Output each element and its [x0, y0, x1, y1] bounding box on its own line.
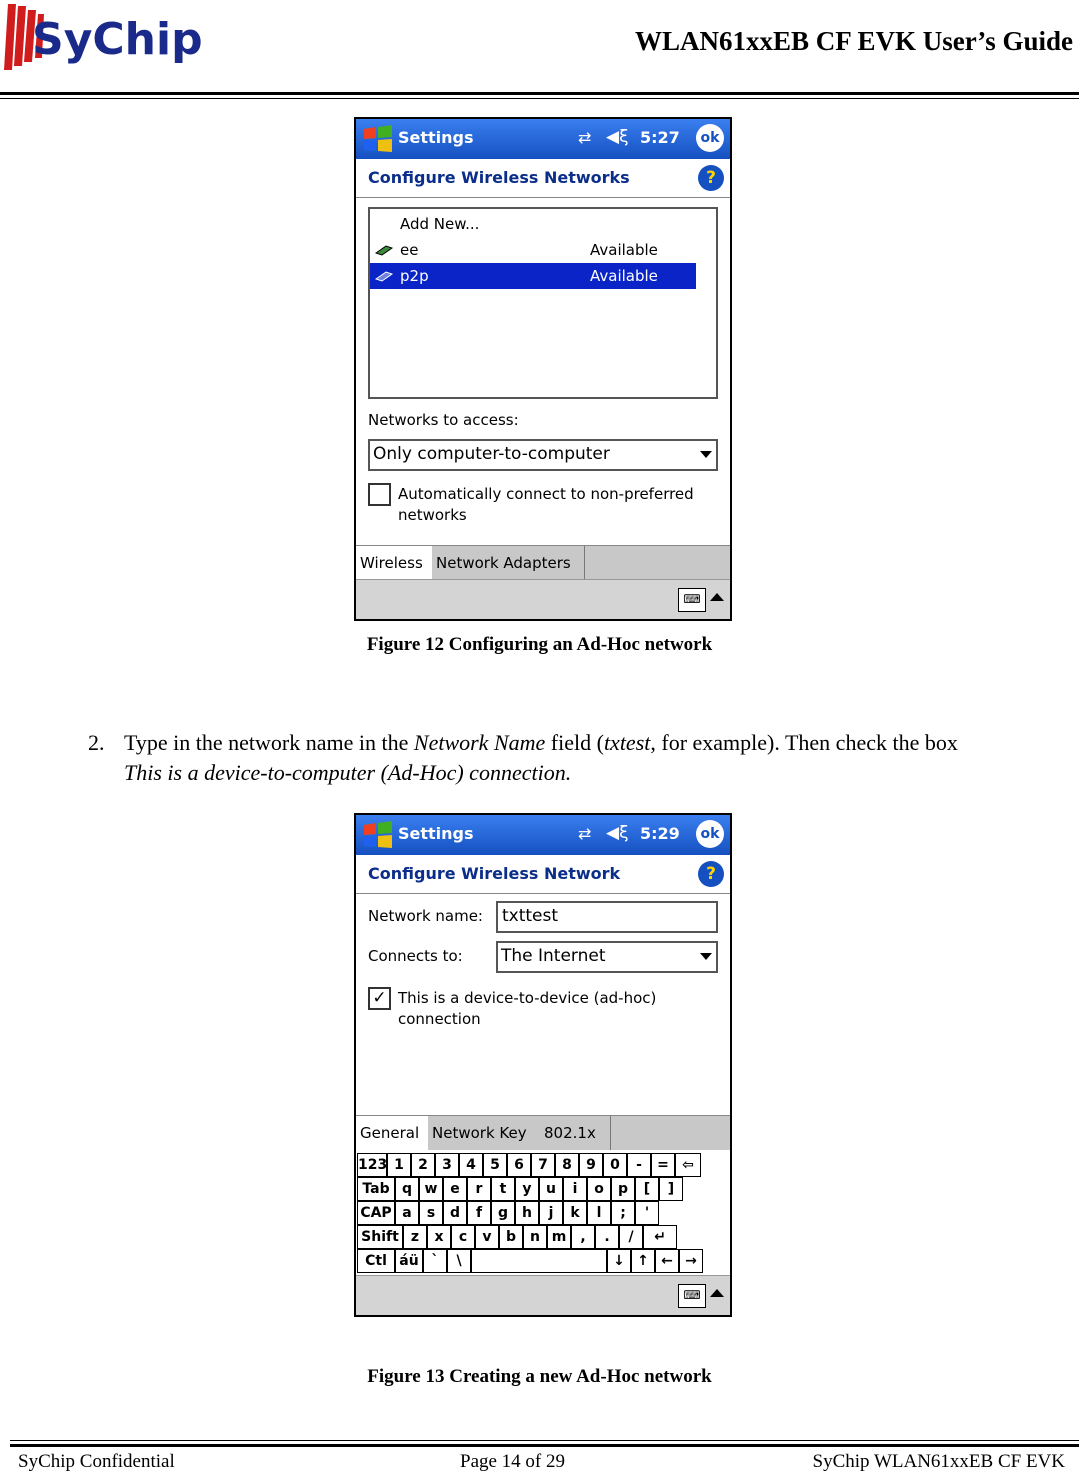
keyboard-key[interactable]: 5 — [483, 1153, 507, 1177]
connects-to-label: Connects to: — [368, 947, 463, 965]
keyboard-key[interactable]: v — [475, 1225, 499, 1249]
keyboard-key[interactable]: 9 — [579, 1153, 603, 1177]
footer-rule — [10, 1444, 1079, 1447]
keyboard-key[interactable]: r — [467, 1177, 491, 1201]
keyboard-key[interactable]: e — [443, 1177, 467, 1201]
keyboard-key[interactable]: 123 — [357, 1153, 387, 1177]
networks-dropdown[interactable]: Only computer-to-computer — [368, 439, 718, 471]
network-name-label: Network name: — [368, 907, 483, 925]
list-item-selected[interactable]: p2p Available — [370, 263, 696, 289]
svg-text:SyChip: SyChip — [32, 14, 203, 65]
chevron-up-icon[interactable] — [710, 593, 724, 601]
keyboard-key[interactable]: k — [563, 1201, 587, 1225]
figure13-screenshot — [354, 813, 732, 1317]
keyboard-key[interactable]: ← — [655, 1249, 679, 1273]
chevron-down-icon — [700, 451, 712, 458]
keyboard-key[interactable]: 3 — [435, 1153, 459, 1177]
network-list[interactable] — [368, 207, 718, 399]
keyboard-key[interactable]: . — [595, 1225, 619, 1249]
title-bar — [356, 815, 730, 855]
keyboard-row — [356, 1225, 730, 1249]
keyboard-key[interactable]: Ctl — [357, 1249, 395, 1273]
keyboard-row — [356, 1177, 730, 1201]
keyboard-key[interactable]: f — [467, 1201, 491, 1225]
network-card-icon — [374, 269, 394, 283]
keyboard-key[interactable]: ⇦ — [675, 1153, 701, 1177]
footer-left: SyChip Confidential — [18, 1451, 175, 1472]
keyboard-key[interactable]: 8 — [555, 1153, 579, 1177]
keyboard-key[interactable]: → — [679, 1249, 703, 1273]
header-rule-thin — [0, 98, 1079, 99]
keyboard-key[interactable]: p — [611, 1177, 635, 1201]
keyboard-key[interactable]: l — [587, 1201, 611, 1225]
connectivity-icon[interactable]: ⇄ — [578, 824, 592, 843]
help-icon[interactable]: ? — [698, 861, 724, 887]
keyboard-key[interactable]: s — [419, 1201, 443, 1225]
title-bar — [356, 119, 730, 159]
keyboard-key[interactable]: \ — [447, 1249, 471, 1273]
keyboard-key[interactable]: j — [539, 1201, 563, 1225]
keyboard-key[interactable]: = — [651, 1153, 675, 1177]
list-item[interactable]: ee Available — [370, 237, 696, 263]
keyboard-key[interactable]: ↵ — [643, 1225, 677, 1249]
keyboard-key[interactable]: 4 — [459, 1153, 483, 1177]
keyboard-key[interactable]: o — [587, 1177, 611, 1201]
keyboard-key[interactable]: , — [571, 1225, 595, 1249]
keyboard-key[interactable]: ↓ — [607, 1249, 631, 1273]
keyboard-key[interactable]: t — [491, 1177, 515, 1201]
keyboard-key[interactable]: n — [523, 1225, 547, 1249]
page-title: Configure Wireless Network — [368, 864, 621, 883]
tab-8021x[interactable]: 802.1x — [540, 1116, 611, 1150]
ok-button[interactable]: ok — [696, 820, 724, 848]
keyboard-key[interactable]: y — [515, 1177, 539, 1201]
keyboard-key[interactable]: Tab — [357, 1177, 395, 1201]
app-title: Settings — [398, 128, 474, 147]
header-rule — [0, 92, 1079, 95]
windows-start-icon[interactable] — [360, 819, 396, 851]
tab-network-adapters[interactable]: Network Adapters — [432, 546, 585, 580]
keyboard-key[interactable]: q — [395, 1177, 419, 1201]
chevron-down-icon — [700, 953, 712, 960]
chevron-up-icon[interactable] — [710, 1289, 724, 1297]
auto-connect-label-2: networks — [398, 506, 467, 524]
page-title: Configure Wireless Networks — [368, 168, 630, 187]
step-text: Type in the network name in the Network Name field (txtest, for example). Then check the box This is a device-to-computer (Ad-Hoc) connection. — [124, 730, 958, 785]
command-bar — [356, 1275, 730, 1316]
footer-right: SyChip WLAN61xxEB CF EVK — [812, 1451, 1065, 1472]
figure13-caption: Figure 13 Creating a new Ad-Hoc network — [367, 1366, 712, 1387]
help-icon[interactable]: ? — [698, 165, 724, 191]
footer-rule-thin — [10, 1440, 1079, 1441]
keyboard-key[interactable]: ' — [635, 1201, 659, 1225]
keyboard-key[interactable]: CAP — [357, 1201, 395, 1225]
keyboard-row — [356, 1249, 730, 1273]
page-header — [356, 159, 730, 198]
keyboard-key[interactable]: g — [491, 1201, 515, 1225]
network-card-icon — [374, 243, 394, 257]
keyboard-key[interactable] — [471, 1249, 607, 1273]
keyboard-key[interactable]: b — [499, 1225, 523, 1249]
tab-bar — [356, 1115, 730, 1150]
figure12-caption: Figure 12 Configuring an Ad-Hoc network — [366, 634, 713, 655]
keyboard-key[interactable]: 7 — [531, 1153, 555, 1177]
keyboard-icon[interactable]: ⌨ — [678, 588, 706, 612]
figure12-screenshot — [354, 117, 732, 621]
keyboard-key[interactable]: ; — [611, 1201, 635, 1225]
soft-keyboard — [356, 1151, 730, 1275]
keyboard-key[interactable]: a — [395, 1201, 419, 1225]
ok-button[interactable]: ok — [696, 124, 724, 152]
document-title: WLAN61xxEB CF EVK User’s Guide — [635, 26, 1073, 56]
keyboard-key[interactable]: ↑ — [631, 1249, 655, 1273]
keyboard-key[interactable]: 1 — [387, 1153, 411, 1177]
app-title: Settings — [398, 824, 474, 843]
tab-network-key[interactable]: Network Key — [428, 1116, 541, 1150]
keyboard-key[interactable]: / — [619, 1225, 643, 1249]
list-item[interactable]: Add New... — [400, 215, 480, 233]
keyboard-icon[interactable]: ⌨ — [678, 1284, 706, 1308]
auto-connect-checkbox[interactable] — [368, 483, 391, 506]
keyboard-key[interactable]: 6 — [507, 1153, 531, 1177]
adhoc-label: This is a device-to-device (ad-hoc) — [398, 989, 657, 1007]
keyboard-row — [356, 1153, 730, 1177]
tab-bar — [356, 545, 730, 580]
adhoc-label-2: connection — [398, 1010, 481, 1028]
keyboard-key[interactable]: x — [427, 1225, 451, 1249]
keyboard-key[interactable]: Shift — [357, 1225, 403, 1249]
keyboard-key[interactable]: áü — [395, 1249, 423, 1273]
keyboard-key[interactable]: z — [403, 1225, 427, 1249]
volume-icon[interactable]: ◀ξ — [606, 823, 629, 843]
page-number: Page 14 of 29 — [460, 1451, 566, 1472]
sychip-logo — [2, 0, 228, 74]
keyboard-key[interactable]: 0 — [603, 1153, 627, 1177]
keyboard-key[interactable]: ] — [659, 1177, 683, 1201]
keyboard-key[interactable]: ` — [423, 1249, 447, 1273]
keyboard-key[interactable]: [ — [635, 1177, 659, 1201]
adhoc-checkbox[interactable]: ✓ — [368, 987, 391, 1010]
keyboard-key[interactable]: - — [627, 1153, 651, 1177]
keyboard-key[interactable]: c — [451, 1225, 475, 1249]
keyboard-key[interactable]: h — [515, 1201, 539, 1225]
keyboard-key[interactable]: d — [443, 1201, 467, 1225]
command-bar — [356, 579, 730, 620]
windows-start-icon[interactable] — [360, 123, 396, 155]
keyboard-key[interactable]: m — [547, 1225, 571, 1249]
auto-connect-label: Automatically connect to non-preferred — [398, 485, 694, 503]
networks-label: Networks to access: — [368, 411, 519, 429]
network-name-input[interactable]: txttest — [496, 901, 718, 933]
keyboard-key[interactable]: 2 — [411, 1153, 435, 1177]
step-number: 2. — [88, 730, 105, 755]
volume-icon[interactable]: ◀ξ — [606, 127, 629, 147]
clock[interactable]: 5:29 — [640, 824, 680, 843]
keyboard-key[interactable]: w — [419, 1177, 443, 1201]
tab-wireless[interactable]: Wireless — [356, 546, 433, 580]
connects-to-dropdown[interactable]: The Internet — [496, 941, 718, 973]
clock[interactable]: 5:27 — [640, 128, 680, 147]
keyboard-row — [356, 1201, 730, 1225]
page-header — [356, 855, 730, 894]
keyboard-key[interactable]: u — [539, 1177, 563, 1201]
connectivity-icon[interactable]: ⇄ — [578, 128, 592, 147]
tab-general[interactable]: General — [356, 1116, 429, 1150]
keyboard-key[interactable]: i — [563, 1177, 587, 1201]
